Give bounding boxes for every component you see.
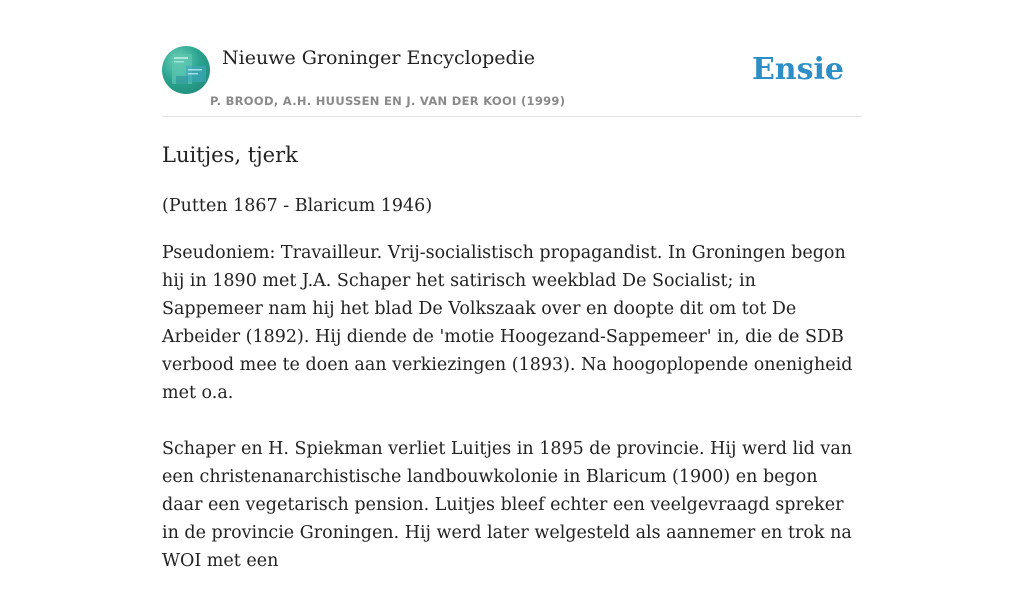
source-title[interactable]: Nieuwe Groninger Encyclopedie [222, 47, 536, 69]
ensie-brand-logo[interactable]: Ensie [751, 52, 844, 87]
source-authors: P. BROOD, A.H. HUUSSEN EN J. VAN DER KOOI (1999) [210, 94, 566, 108]
entry-lifespan: (Putten 1867 - Blaricum 1946) [162, 196, 433, 216]
source-logo[interactable] [162, 46, 210, 94]
entry-paragraph: Pseudoniem: Travailleur. Vrij-socialistisch propagandist. In Groningen begon hij in 1890 met J.A. Schaper het satirisch weekblad De Socialist; in Sappemeer nam hij het blad De Volkszaak over en doopte dit om tot De Arbeider (1892). Hij diende de 'motie Hoogezand-Sappemeer' in, die de SDB verbood mee te doen aan verkiezingen (1893). Na hoogoplopende onenigheid met o.a. [162, 243, 853, 403]
source-header [162, 46, 862, 117]
entry-body [162, 239, 862, 603]
entry-title: Luitjes, tjerk [162, 143, 298, 167]
entry-paragraph: Schaper en H. Spiekman verliet Luitjes in 1895 de provincie. Hij werd lid van een christenanarchistische landbouwkolonie in Blaricum (1900) en begon daar een vegetarisch pension. Luitjes bleef echter een veelgevraagd spreker in de provincie Groningen. Hij werd later welgesteld als aannemer en trok na WOI met een [162, 439, 853, 571]
book-cover-icon [162, 46, 210, 94]
